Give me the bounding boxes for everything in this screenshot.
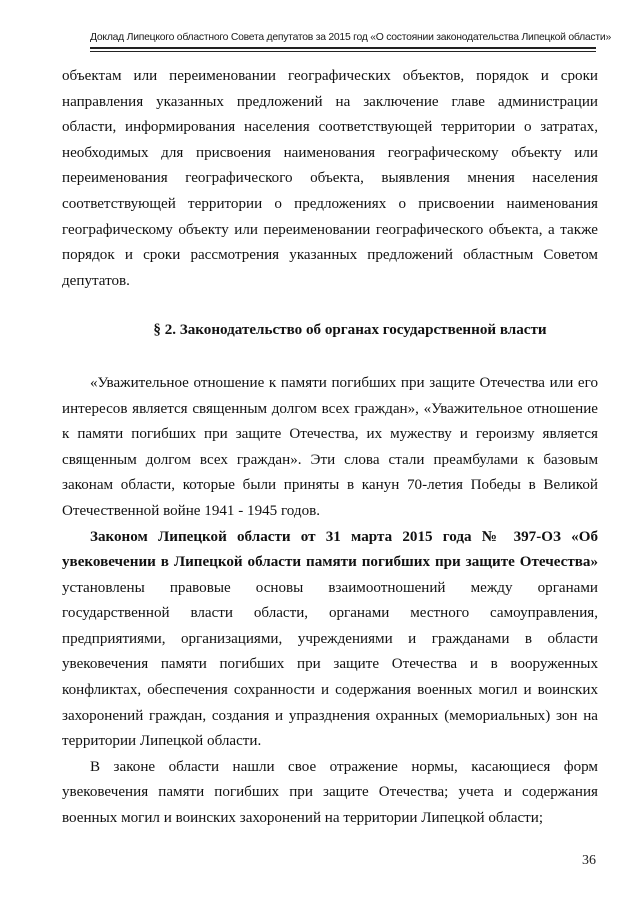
page-number: 36	[582, 853, 596, 868]
law-title-bold: Законом Липецкой области от 31 марта 2015 года № 397-ОЗ «Об увековечении в Липецкой области памяти погибших при защите Отечества»	[62, 528, 598, 571]
section-heading: § 2. Законодательство об органах государственной власти	[153, 322, 547, 339]
header-rule	[90, 47, 596, 52]
paragraph-norms: В законе области нашли свое отражение нормы, касающиеся форм увековечения памяти погибших при защите Отечества; учета и содержания военных могил и воинских захоронений на территории Липецкой области;	[62, 758, 598, 827]
law-description: установлены правовые основы взаимоотношений между органами государственной власти области, органами местного самоуправления, предприятиями, организациями, учреждениями и гражданами в области увековечения памяти погибших при защите Отечества и в вооруженных конфликтах, обеспечения сохранности и содержания военных могил и воинских захоронений граждан, создания и упразднения охранных (мемориальных) зон на территории Липецкой области.	[62, 579, 598, 750]
paragraph-continuation: объектам или переименовании географических объектов, порядок и сроки направления указанных предложений на заключение главе администрации области, информирования населения соответствующей территории о затратах, необходимых для присвоения наименования географическому объекту или переименования географического объекта, выявления мнения населения соответствующей территории о предложениях о присвоении наименования географическому объекту или переименовании географического объекта, а также порядок и сроки рассмотрения указанных предложений областным Советом депутатов.	[62, 68, 598, 289]
running-header: Доклад Липецкого областного Совета депутатов за 2015 год «О состоянии законодательства Липецкой области»	[90, 32, 611, 43]
document-body	[62, 64, 598, 832]
paragraph-preamble: «Уважительное отношение к памяти погибших при защите Отечества или его интересов является священным долгом всех граждан», «Уважительное отношение к памяти погибших при защите Отечества, их мужеству и героизму является священным долгом всех граждан». Эти слова стали преамбулами к базовым законам области, которые были приняты в канун 70-летия Победы в Великой Отечественной войне 1941 - 1945 годов.	[62, 374, 598, 519]
paragraph-law	[62, 525, 598, 755]
